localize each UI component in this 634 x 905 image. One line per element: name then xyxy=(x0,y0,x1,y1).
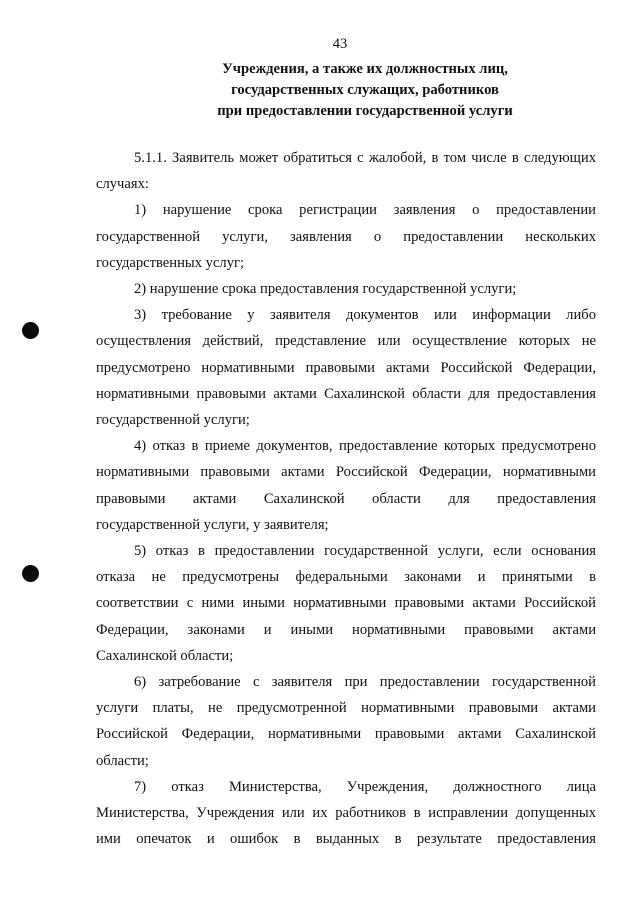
text-line: нормативными правовыми актами Российской Федерации, нормативными xyxy=(96,464,596,481)
text-line: 1) нарушение срока регистрации заявления о предоставлении xyxy=(134,202,596,219)
text-line: государственной услуги; xyxy=(96,412,250,429)
text-line: государственной услуги, у заявителя; xyxy=(96,516,329,533)
heading-line-1: Учреждения, а также их должностных лиц, xyxy=(222,61,508,77)
text-line: Министерства, Учреждения или их работников в исправлении допущенных xyxy=(96,805,596,822)
text-line: нормативными правовыми актами Сахалинской области для предоставления xyxy=(96,385,596,402)
text-line: соответствии с ними иными нормативными правовыми актами Российской xyxy=(96,595,596,612)
binder-hole-top xyxy=(22,322,39,339)
text-line: осуществления действий, представление или осуществление которых не xyxy=(96,333,596,350)
text-line: ими опечаток и ошибок в выданных в результате предоставления xyxy=(96,831,596,848)
text-line: государственной услуги, заявления о предоставлении нескольких xyxy=(96,228,596,245)
text-line: 6) затребование с заявителя при предоставлении государственной xyxy=(134,674,596,691)
text-line: государственных услуг; xyxy=(96,254,245,271)
text-line: области; xyxy=(96,752,149,769)
text-line: 7) отказ Министерства, Учреждения, должностного лица xyxy=(134,778,596,795)
text-line: Российской Федерации, нормативными правовыми актами Сахалинской xyxy=(96,726,596,743)
text-line: 5) отказ в предоставлении государственной услуги, если основания xyxy=(134,543,596,560)
page-number: 43 xyxy=(332,36,348,52)
binder-hole-bottom xyxy=(22,565,39,582)
text-line: Сахалинской области; xyxy=(96,647,234,664)
text-line: услуги платы, не предусмотренной нормативными правовыми актами xyxy=(96,700,596,717)
text-line: случаях: xyxy=(96,176,149,193)
text-line: отказа не предусмотрены федеральными законами и принятыми в xyxy=(96,569,596,586)
text-line: правовыми актами Сахалинской области для предоставления xyxy=(96,490,596,507)
text-line: 4) отказ в приеме документов, предоставление которых предусмотрено xyxy=(134,438,596,455)
document-body xyxy=(96,145,596,852)
text-line: 3) требование у заявителя документов или информации либо xyxy=(134,307,596,324)
text-line: 2) нарушение срока предоставления государственной услуги; xyxy=(134,281,517,298)
section-heading xyxy=(0,59,634,122)
text-line: 5.1.1. Заявитель может обратиться с жалобой, в том числе в следующих xyxy=(134,150,596,166)
heading-line-2: государственных служащих, работников xyxy=(231,82,499,98)
heading-line-3: при предоставлении государственной услуги xyxy=(217,103,513,119)
text-line: предусмотрено нормативными правовыми актами Российской Федерации, xyxy=(96,359,596,376)
text-line: Федерации, законами и иными нормативными правовыми актами xyxy=(96,621,596,638)
